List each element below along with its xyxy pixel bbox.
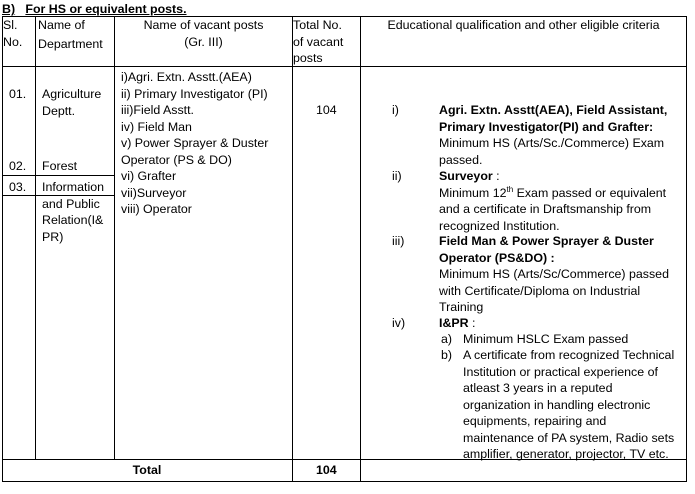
section-label: B) [2,2,16,16]
header-department: Name of Department [38,18,103,51]
criteria-sub-a-mark: a) [441,332,453,346]
row-dept-agriculture: Agriculture Deptt. [42,87,102,118]
list-item: viii) Operator [121,202,192,216]
list-item: vii)Surveyor [121,185,187,200]
list-item: v) Power Sprayer & Duster [121,136,269,150]
list-item: ii) Primary Investigator (PI) [121,86,268,101]
col-divider-sl [35,16,36,460]
table-bottom-border [2,481,686,482]
list-item: iv) Field Man [121,119,192,134]
row-sl-02: 02. [9,159,27,173]
row-dept-forest: Forest [42,159,78,173]
row-dept-ipr: Information and Public Relation(I& PR) [42,180,104,244]
list-item: vi) Grafter [121,169,177,183]
criteria-sub-b-text: A certificate from recognized Technical Institution or practical experience of atleast 3 years in a reputed organization in handling electronic equipments, repairing and maintenance of PA system, Radio sets amplifier, generator, projector, TV etc. [463,348,675,461]
criteria-item-4-title: I&PR : [439,316,476,330]
col-divider-posts [292,16,293,482]
criteria-num-3: iii) [392,234,405,248]
total-value: 104 [316,463,337,477]
total-label: Total [132,463,162,477]
row-sl-01: 01. [9,87,27,101]
list-item: Operator (PS & DO) [121,152,232,167]
list-item: i)Agri. Extn. Asstt.(AEA) [121,70,252,84]
criteria-sub-a-text: Minimum HSLC Exam passed [463,332,629,346]
header-divider [2,66,686,67]
criteria-item-2: Surveyor : Minimum 12th Exam passed or equivalent and a certificate in Draftsmanship from recognized Institution. [439,169,667,233]
criteria-num-4: iv) [392,316,406,330]
row-divider-1 [2,175,114,176]
list-item: iii)Field Asstt. [121,103,194,117]
table-right-border [686,16,687,482]
header-vacant-posts: Name of vacant posts (Gr. III) [143,18,264,49]
criteria-item-3: Field Man & Power Sprayer & Duster Operator (PS&DO) : Minimum HS (Arts/Sc/Commerce) passed with Certificate/Diploma on Industrial Training [439,234,669,314]
criteria-item-1: Agri. Extn. Asstt(AEA), Field Assistant, Primary Investigator(PI) and Grafter: Minimum HS (Arts/Sc./Commerce) Exam passed. [439,103,668,167]
col-divider-total [360,16,361,482]
header-total-posts: Total No. of vacant posts [293,18,344,65]
total-posts-value: 104 [316,103,337,117]
criteria-sub-b-mark: b) [441,348,453,362]
col-divider-dept [114,16,115,460]
vacant-posts-list [121,69,268,218]
section-title: For HS or equivalent posts. [25,2,187,16]
header-criteria: Educational qualification and other eligible criteria [387,18,660,32]
row-sl-03: 03. [9,180,27,194]
table-left-border [2,16,3,482]
criteria-num-1: i) [392,103,399,117]
criteria-num-2: ii) [392,169,402,183]
header-sl-no: Sl. No. [3,18,23,49]
